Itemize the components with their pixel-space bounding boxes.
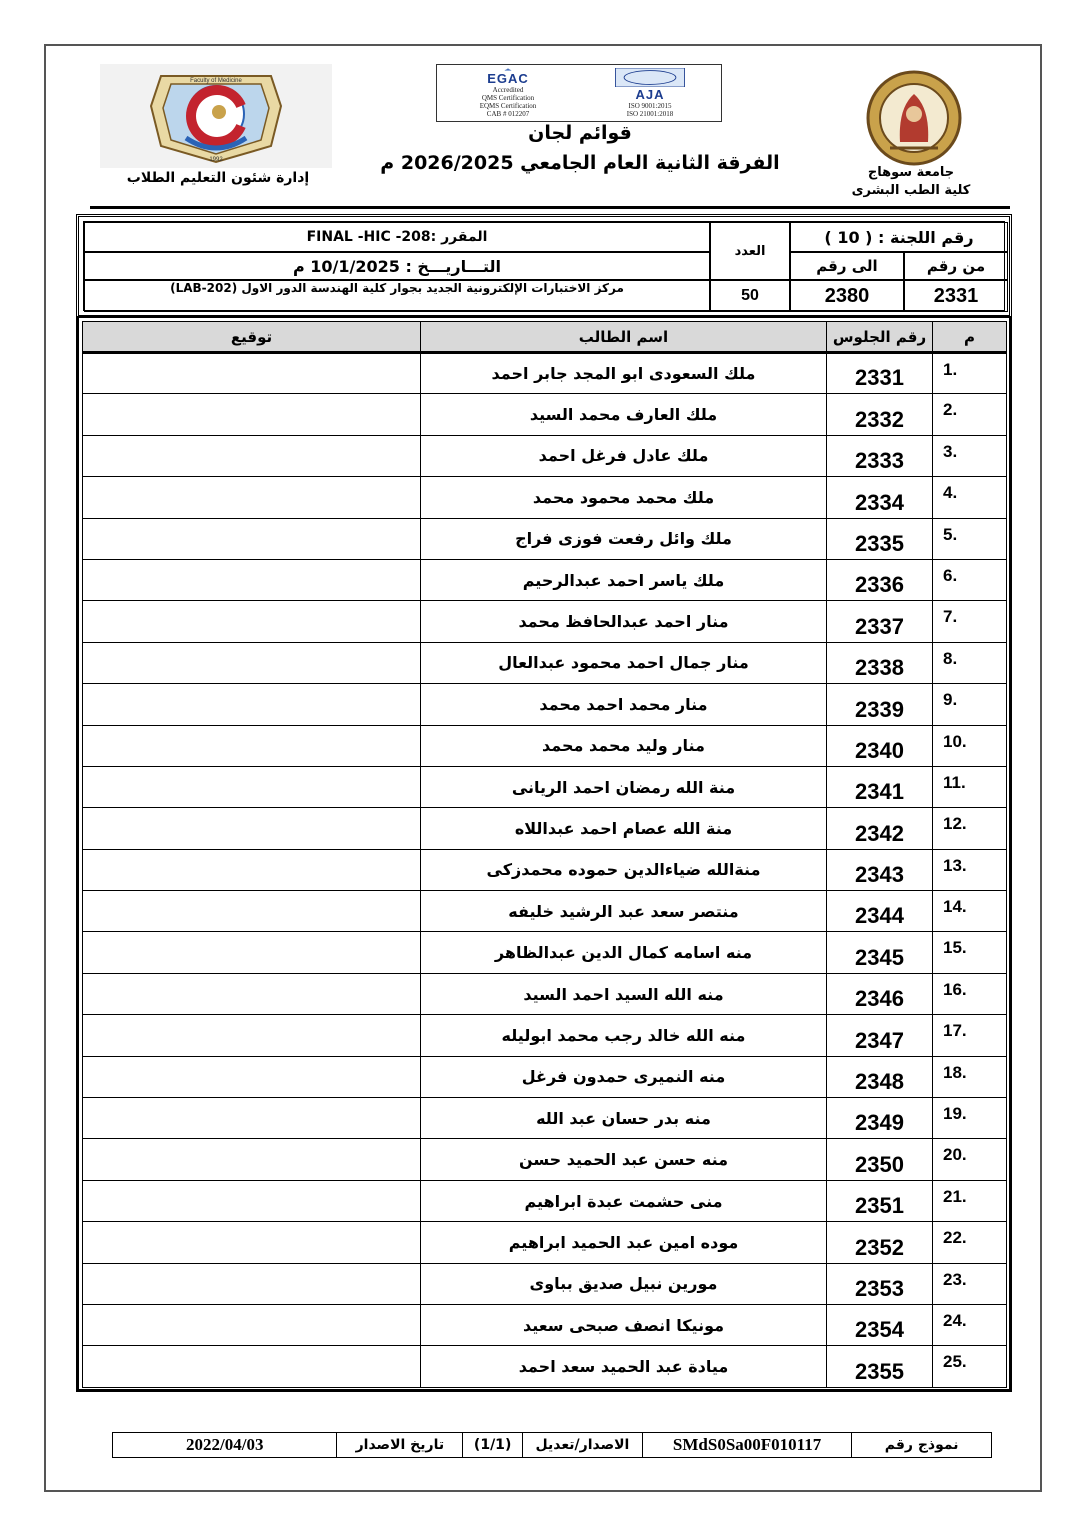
row-seat-number: 2347	[827, 1015, 933, 1056]
egac-brand: EGAC	[487, 71, 529, 86]
table-row	[83, 353, 1007, 394]
table-row	[83, 766, 1007, 807]
row-student-name: موده امين عبد الحميد ابراهيم	[421, 1222, 827, 1263]
row-student-name: منار جمال احمد محمود عبدالعال	[421, 642, 827, 683]
row-index: 16.	[933, 973, 1007, 1014]
row-signature-field[interactable]	[83, 725, 421, 766]
row-index: 1.	[933, 353, 1007, 394]
faculty-emblem-icon	[131, 66, 301, 166]
row-signature-field[interactable]	[83, 808, 421, 849]
document-header	[60, 60, 1026, 210]
university-name: جامعة سوهاج	[867, 165, 955, 180]
row-signature-field[interactable]	[83, 435, 421, 476]
row-seat-number: 2340	[827, 725, 933, 766]
to-number-label: الى رقم	[790, 252, 904, 280]
aja-line-1: ISO 9001:2015	[628, 102, 672, 110]
committee-info-grid	[83, 221, 1005, 311]
row-student-name: منة الله عصام احمد عبداللاه	[421, 808, 827, 849]
row-student-name: منار محمد احمد محمد	[421, 684, 827, 725]
row-signature-field[interactable]	[83, 766, 421, 807]
row-student-name: منةالله ضياءالدين حموده محمدزكى	[421, 849, 827, 890]
row-seat-number: 2334	[827, 477, 933, 518]
row-seat-number: 2346	[827, 973, 933, 1014]
row-signature-field[interactable]	[83, 684, 421, 725]
university-logo	[858, 68, 970, 168]
table-row	[83, 559, 1007, 600]
row-signature-field[interactable]	[83, 1304, 421, 1345]
row-index: 8.	[933, 642, 1007, 683]
row-signature-field[interactable]	[83, 1139, 421, 1180]
row-seat-number: 2338	[827, 642, 933, 683]
exam-date: التـــاريـــخ : 10/1/2025 م	[84, 252, 710, 280]
row-index: 3.	[933, 435, 1007, 476]
row-signature-field[interactable]	[83, 1015, 421, 1056]
row-signature-field[interactable]	[83, 394, 421, 435]
table-row	[83, 1346, 1007, 1387]
row-index: 13.	[933, 849, 1007, 890]
row-index: 4.	[933, 477, 1007, 518]
row-signature-field[interactable]	[83, 932, 421, 973]
row-student-name: منه حسن عبد الحميد حسن	[421, 1139, 827, 1180]
row-student-name: منه بدر حسان عبد الله	[421, 1098, 827, 1139]
egac-line-2: EQMS Certification	[479, 102, 537, 110]
row-student-name: ملك ياسر احمد عبدالرحيم	[421, 559, 827, 600]
row-seat-number: 2355	[827, 1346, 933, 1387]
row-signature-field[interactable]	[83, 973, 421, 1014]
row-student-name: ملك عادل فرغل احمد	[421, 435, 827, 476]
exam-venue: مركز الاختبارات الإلكترونية الجديد بجوار كلية الهندسة الدور الاول (LAB-202)	[84, 280, 710, 312]
committee-info	[76, 214, 1012, 318]
aja-brand: AJA	[635, 87, 665, 102]
table-row	[83, 1222, 1007, 1263]
row-student-name: ملك محمد محمود محمد	[421, 477, 827, 518]
table-row	[83, 394, 1007, 435]
row-signature-field[interactable]	[83, 518, 421, 559]
university-caption	[836, 164, 986, 200]
table-header-row	[83, 322, 1007, 353]
table-row	[83, 849, 1007, 890]
committee-number: رقم اللجنة : ( 10 )	[790, 222, 1008, 252]
version-label: الاصدار/تعديل	[522, 1433, 642, 1457]
table-row	[83, 601, 1007, 642]
logo-year-text: 1992	[209, 157, 223, 163]
row-signature-field[interactable]	[83, 1222, 421, 1263]
form-footer	[112, 1432, 992, 1458]
faculty-logo	[100, 64, 332, 168]
table-row	[83, 891, 1007, 932]
row-seat-number: 2348	[827, 1056, 933, 1097]
university-seal-icon	[860, 68, 968, 168]
table-row	[83, 1056, 1007, 1097]
header-seat-number: رقم الجلوس	[827, 322, 933, 353]
table-row	[83, 518, 1007, 559]
table-row	[83, 642, 1007, 683]
count-label: العدد	[710, 222, 790, 280]
row-index: 21.	[933, 1180, 1007, 1221]
row-student-name: منة الله رمضان احمد الريانى	[421, 766, 827, 807]
students-table	[82, 321, 1007, 1388]
row-seat-number: 2335	[827, 518, 933, 559]
aja-line-2: ISO 21001:2018	[626, 110, 674, 118]
row-student-name: ملك وائل رفعت فوزى فراج	[421, 518, 827, 559]
row-signature-field[interactable]	[83, 891, 421, 932]
row-signature-field[interactable]	[83, 477, 421, 518]
count-value: 50	[710, 280, 790, 312]
row-seat-number: 2339	[827, 684, 933, 725]
row-seat-number: 2341	[827, 766, 933, 807]
logo-ring-text: Faculty of Medicine	[190, 78, 242, 84]
row-student-name: منى حشمت عبدة ابراهيم	[421, 1180, 827, 1221]
header-index: م	[933, 322, 1007, 353]
row-index: 14.	[933, 891, 1007, 932]
certification-logos	[436, 64, 722, 122]
row-student-name: منتصر سعد عبد الرشيد خليفه	[421, 891, 827, 932]
document-subtitle: الفرقة الثانية العام الجامعي 2026/2025 م	[380, 152, 780, 174]
table-row	[83, 932, 1007, 973]
row-seat-number: 2354	[827, 1304, 933, 1345]
row-student-name: ميادة عبد الحميد سعد احمد	[421, 1346, 827, 1387]
row-signature-field[interactable]	[83, 559, 421, 600]
row-signature-field[interactable]	[83, 1180, 421, 1221]
table-row	[83, 1139, 1007, 1180]
row-signature-field[interactable]	[83, 849, 421, 890]
row-student-name: ملك العارف محمد السيد	[421, 394, 827, 435]
table-row	[83, 1304, 1007, 1345]
row-student-name: مورين نبيل صديق بباوى	[421, 1263, 827, 1304]
table-body	[83, 353, 1007, 1388]
row-signature-field[interactable]	[83, 1263, 421, 1304]
document-title: قوائم لجان	[528, 122, 632, 144]
row-index: 25.	[933, 1346, 1007, 1387]
row-index: 17.	[933, 1015, 1007, 1056]
row-index: 19.	[933, 1098, 1007, 1139]
row-index: 7.	[933, 601, 1007, 642]
row-seat-number: 2336	[827, 559, 933, 600]
table-row	[83, 1015, 1007, 1056]
form-number-value: SMdS0Sa00F010117	[642, 1433, 852, 1457]
header-student-name: اسم الطالب	[421, 322, 827, 353]
department-caption: إدارة شئون التعليم الطلاب	[126, 170, 310, 186]
row-seat-number: 2349	[827, 1098, 933, 1139]
row-seat-number: 2337	[827, 601, 933, 642]
row-student-name: منار وليد محمد محمد	[421, 725, 827, 766]
form-number-label: نموذج رقم	[851, 1433, 991, 1457]
row-student-name: منه النميرى حمدون فرغل	[421, 1056, 827, 1097]
row-signature-field[interactable]	[83, 1098, 421, 1139]
row-index: 5.	[933, 518, 1007, 559]
egac-certificate	[448, 68, 568, 118]
issue-date-value: 2022/04/03	[186, 1435, 264, 1454]
row-seat-number: 2331	[827, 353, 933, 394]
row-signature-field[interactable]	[83, 1056, 421, 1097]
row-seat-number: 2342	[827, 808, 933, 849]
row-index: 12.	[933, 808, 1007, 849]
table-row	[83, 1263, 1007, 1304]
table-row	[83, 435, 1007, 476]
table-row	[83, 1180, 1007, 1221]
row-student-name: منار احمد عبدالحافظ محمد	[421, 601, 827, 642]
row-signature-field[interactable]	[83, 642, 421, 683]
row-seat-number: 2351	[827, 1180, 933, 1221]
table-row	[83, 1098, 1007, 1139]
header-signature: توقيع	[83, 322, 421, 353]
row-student-name: منه الله خالد رجب محمد ابوليله	[421, 1015, 827, 1056]
row-seat-number: 2353	[827, 1263, 933, 1304]
row-seat-number: 2344	[827, 891, 933, 932]
row-signature-field[interactable]	[83, 353, 421, 394]
version-value: (1/1)	[462, 1433, 522, 1457]
course-label: المقرر :FINAL -HIC -208	[84, 222, 710, 252]
row-seat-number: 2332	[827, 394, 933, 435]
egac-line-1: QMS Certification	[481, 94, 535, 102]
from-number-label: من رقم	[904, 252, 1008, 280]
table-row	[83, 973, 1007, 1014]
issue-date-label: تاريخ الاصدار	[336, 1433, 462, 1457]
row-seat-number: 2333	[827, 435, 933, 476]
row-index: 18.	[933, 1056, 1007, 1097]
aja-certificate	[590, 68, 710, 118]
table-row	[83, 725, 1007, 766]
row-student-name: ملك السعودى ابو المجد جابر احمد	[421, 353, 827, 394]
row-index: 15.	[933, 932, 1007, 973]
egac-line-3: CAB # 012207	[486, 110, 530, 118]
from-number-value: 2331	[904, 280, 1008, 312]
students-table-frame	[76, 316, 1012, 1392]
row-index: 23.	[933, 1263, 1007, 1304]
header-divider	[90, 206, 1010, 209]
row-seat-number: 2350	[827, 1139, 933, 1180]
row-student-name: منه اسامه كمال الدين عبدالظاهر	[421, 932, 827, 973]
table-row	[83, 477, 1007, 518]
table-row	[83, 808, 1007, 849]
aja-globe-icon	[610, 68, 690, 87]
row-seat-number: 2345	[827, 932, 933, 973]
row-index: 10.	[933, 725, 1007, 766]
egac-sub: Accredited	[492, 86, 524, 94]
row-index: 22.	[933, 1222, 1007, 1263]
row-index: 20.	[933, 1139, 1007, 1180]
to-number-value: 2380	[790, 280, 904, 312]
row-seat-number: 2343	[827, 849, 933, 890]
table-row	[83, 684, 1007, 725]
row-index: 6.	[933, 559, 1007, 600]
row-signature-field[interactable]	[83, 601, 421, 642]
row-signature-field[interactable]	[83, 1346, 421, 1387]
row-seat-number: 2352	[827, 1222, 933, 1263]
row-index: 9.	[933, 684, 1007, 725]
row-index: 2.	[933, 394, 1007, 435]
row-student-name: منه الله السيد احمد السيد	[421, 973, 827, 1014]
faculty-name: كلية الطب البشرى	[851, 183, 971, 198]
row-student-name: مونيكا انصف صبحى سعيد	[421, 1304, 827, 1345]
row-index: 24.	[933, 1304, 1007, 1345]
row-index: 11.	[933, 766, 1007, 807]
